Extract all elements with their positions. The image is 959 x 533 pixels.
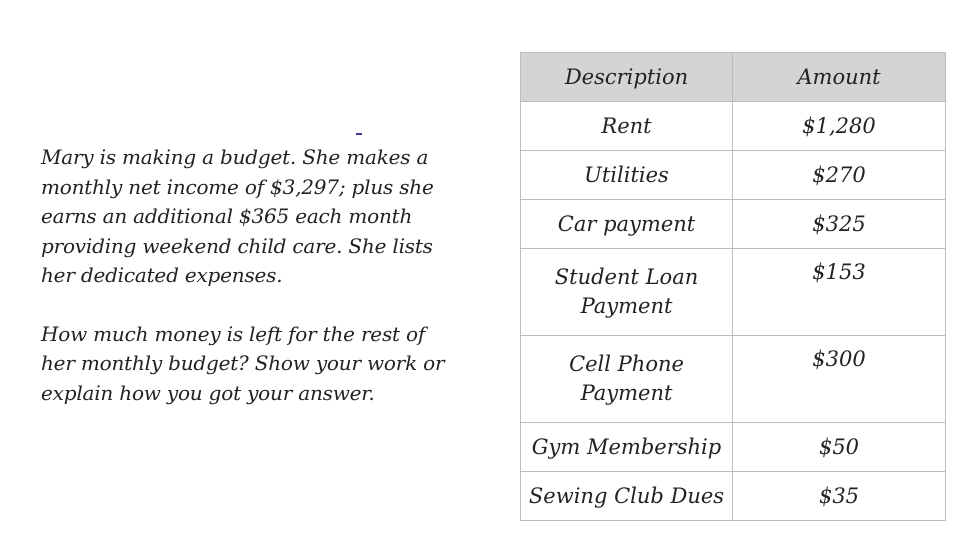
expense-amount: $35 bbox=[733, 472, 946, 521]
table-row bbox=[521, 249, 946, 336]
problem-question: How much money is left for the rest of her monthly budget? Show your work or explain how you got your answer. bbox=[41, 321, 445, 405]
expense-description: Cell Phone Payment bbox=[521, 336, 733, 423]
column-header-description: Description bbox=[521, 53, 733, 102]
table-row bbox=[521, 102, 946, 151]
expense-amount: $270 bbox=[733, 151, 946, 200]
table-row bbox=[521, 336, 946, 423]
expense-description: Student Loan Payment bbox=[521, 249, 733, 336]
expense-description: Gym Membership bbox=[521, 423, 733, 472]
column-header-amount: Amount bbox=[733, 53, 946, 102]
stray-ink-mark bbox=[356, 133, 362, 135]
expense-amount: $1,280 bbox=[733, 102, 946, 151]
expense-description: Sewing Club Dues bbox=[521, 472, 733, 521]
expense-amount: $325 bbox=[733, 200, 946, 249]
table-row bbox=[521, 423, 946, 472]
table-row bbox=[521, 151, 946, 200]
expense-amount: $153 bbox=[733, 249, 946, 336]
expense-amount: $300 bbox=[733, 336, 946, 423]
expense-description: Car payment bbox=[521, 200, 733, 249]
word-problem bbox=[41, 143, 491, 408]
problem-statement: Mary is making a budget. She makes a monthly net income of $3,297; plus she earns an additional $365 each month providing weekend child care. She lists her dedicated expenses. bbox=[41, 145, 434, 287]
expense-description: Utilities bbox=[521, 151, 733, 200]
table-row bbox=[521, 200, 946, 249]
table-header-row bbox=[521, 53, 946, 102]
expense-description: Rent bbox=[521, 102, 733, 151]
expense-amount: $50 bbox=[733, 423, 946, 472]
expense-table bbox=[520, 52, 946, 521]
table-row bbox=[521, 472, 946, 521]
